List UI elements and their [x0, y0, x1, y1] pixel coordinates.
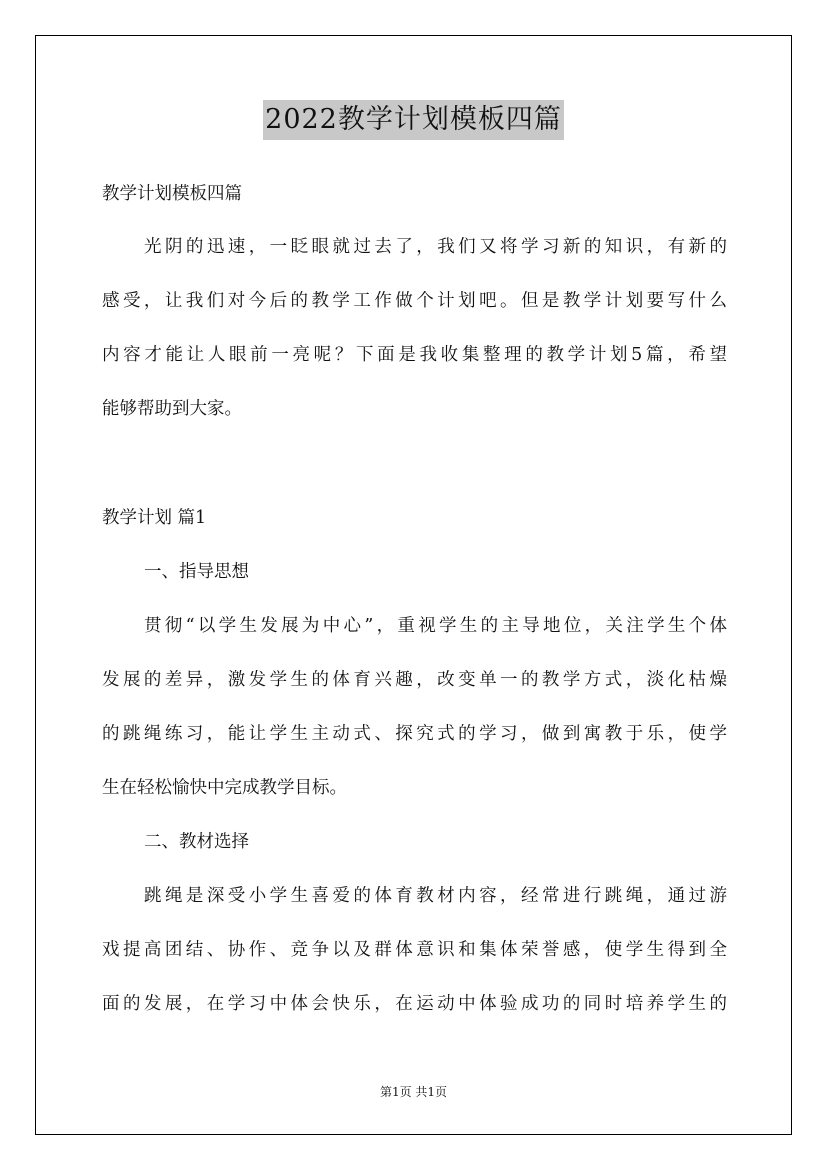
- part1-line-2: 发展的差异，激发学生的体育兴趣，改变单一的教学方式，淡化枯燥: [102, 670, 727, 690]
- section-heading: 教学计划 篇1: [102, 508, 207, 528]
- document-subtitle: 教学计划模板四篇: [102, 184, 242, 204]
- intro-line-4: 能够帮助到大家。: [102, 399, 242, 419]
- part2-heading: 二、教材选择: [144, 832, 249, 852]
- title-container: [0, 100, 827, 140]
- intro-line-1: 光阴的迅速，一眨眼就过去了，我们又将学习新的知识，有新的: [144, 237, 727, 257]
- part1-line-4: 生在轻松愉快中完成教学目标。: [102, 778, 347, 798]
- part2-line-3: 面的发展，在学习中体会快乐，在运动中体验成功的同时培养学生的: [102, 994, 727, 1014]
- part2-line-1: 跳绳是深受小学生喜爱的体育教材内容，经常进行跳绳，通过游: [144, 886, 727, 906]
- document-title: 2022教学计划模板四篇: [263, 100, 564, 140]
- part1-line-1: 贯彻“以学生发展为中心”，重视学生的主导地位，关注学生个体: [144, 616, 727, 636]
- part1-heading: 一、指导思想: [144, 562, 249, 582]
- page-footer: 第1页 共1页: [379, 1085, 448, 1099]
- part1-line-3: 的跳绳练习，能让学生主动式、探究式的学习，做到寓教于乐，使学: [102, 724, 727, 744]
- intro-line-2: 感受，让我们对今后的教学工作做个计划吧。但是教学计划要写什么: [102, 291, 727, 311]
- part2-line-2: 戏提高团结、协作、竞争以及群体意识和集体荣誉感，使学生得到全: [102, 940, 727, 960]
- intro-line-3: 内容才能让人眼前一亮呢？下面是我收集整理的教学计划5篇，希望: [102, 345, 727, 365]
